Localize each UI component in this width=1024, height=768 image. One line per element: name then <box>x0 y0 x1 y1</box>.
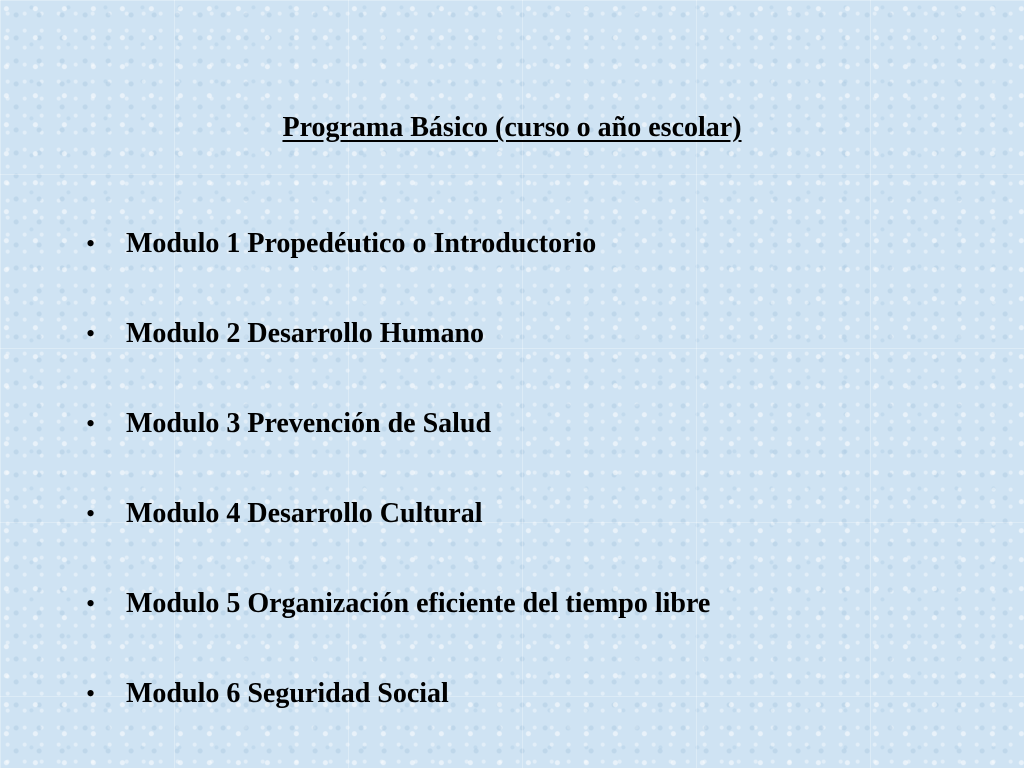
module-label: Modulo 4 Desarrollo Cultural <box>126 498 483 529</box>
list-item <box>86 672 986 762</box>
module-label: Modulo 3 Prevención de Salud <box>126 408 492 439</box>
list-item <box>86 582 986 672</box>
bullet-icon: • <box>86 229 96 258</box>
bullet-icon: • <box>86 409 96 438</box>
module-label: Modulo 6 Seguridad Social <box>126 678 449 709</box>
list-item <box>86 222 986 312</box>
list-item <box>86 312 986 402</box>
slide-title: Programa Básico (curso o año escolar) <box>282 112 742 143</box>
module-list <box>86 222 986 762</box>
module-label: Modulo 2 Desarrollo Humano <box>126 318 485 349</box>
bullet-icon: • <box>86 319 96 348</box>
module-label: Modulo 1 Propedéutico o Introductorio <box>126 228 597 259</box>
bullet-icon: • <box>86 589 96 618</box>
list-item <box>86 492 986 582</box>
bullet-icon: • <box>86 679 96 708</box>
list-item <box>86 402 986 492</box>
bullet-icon: • <box>86 499 96 528</box>
module-label: Modulo 5 Organización eficiente del tiempo libre <box>126 588 711 619</box>
